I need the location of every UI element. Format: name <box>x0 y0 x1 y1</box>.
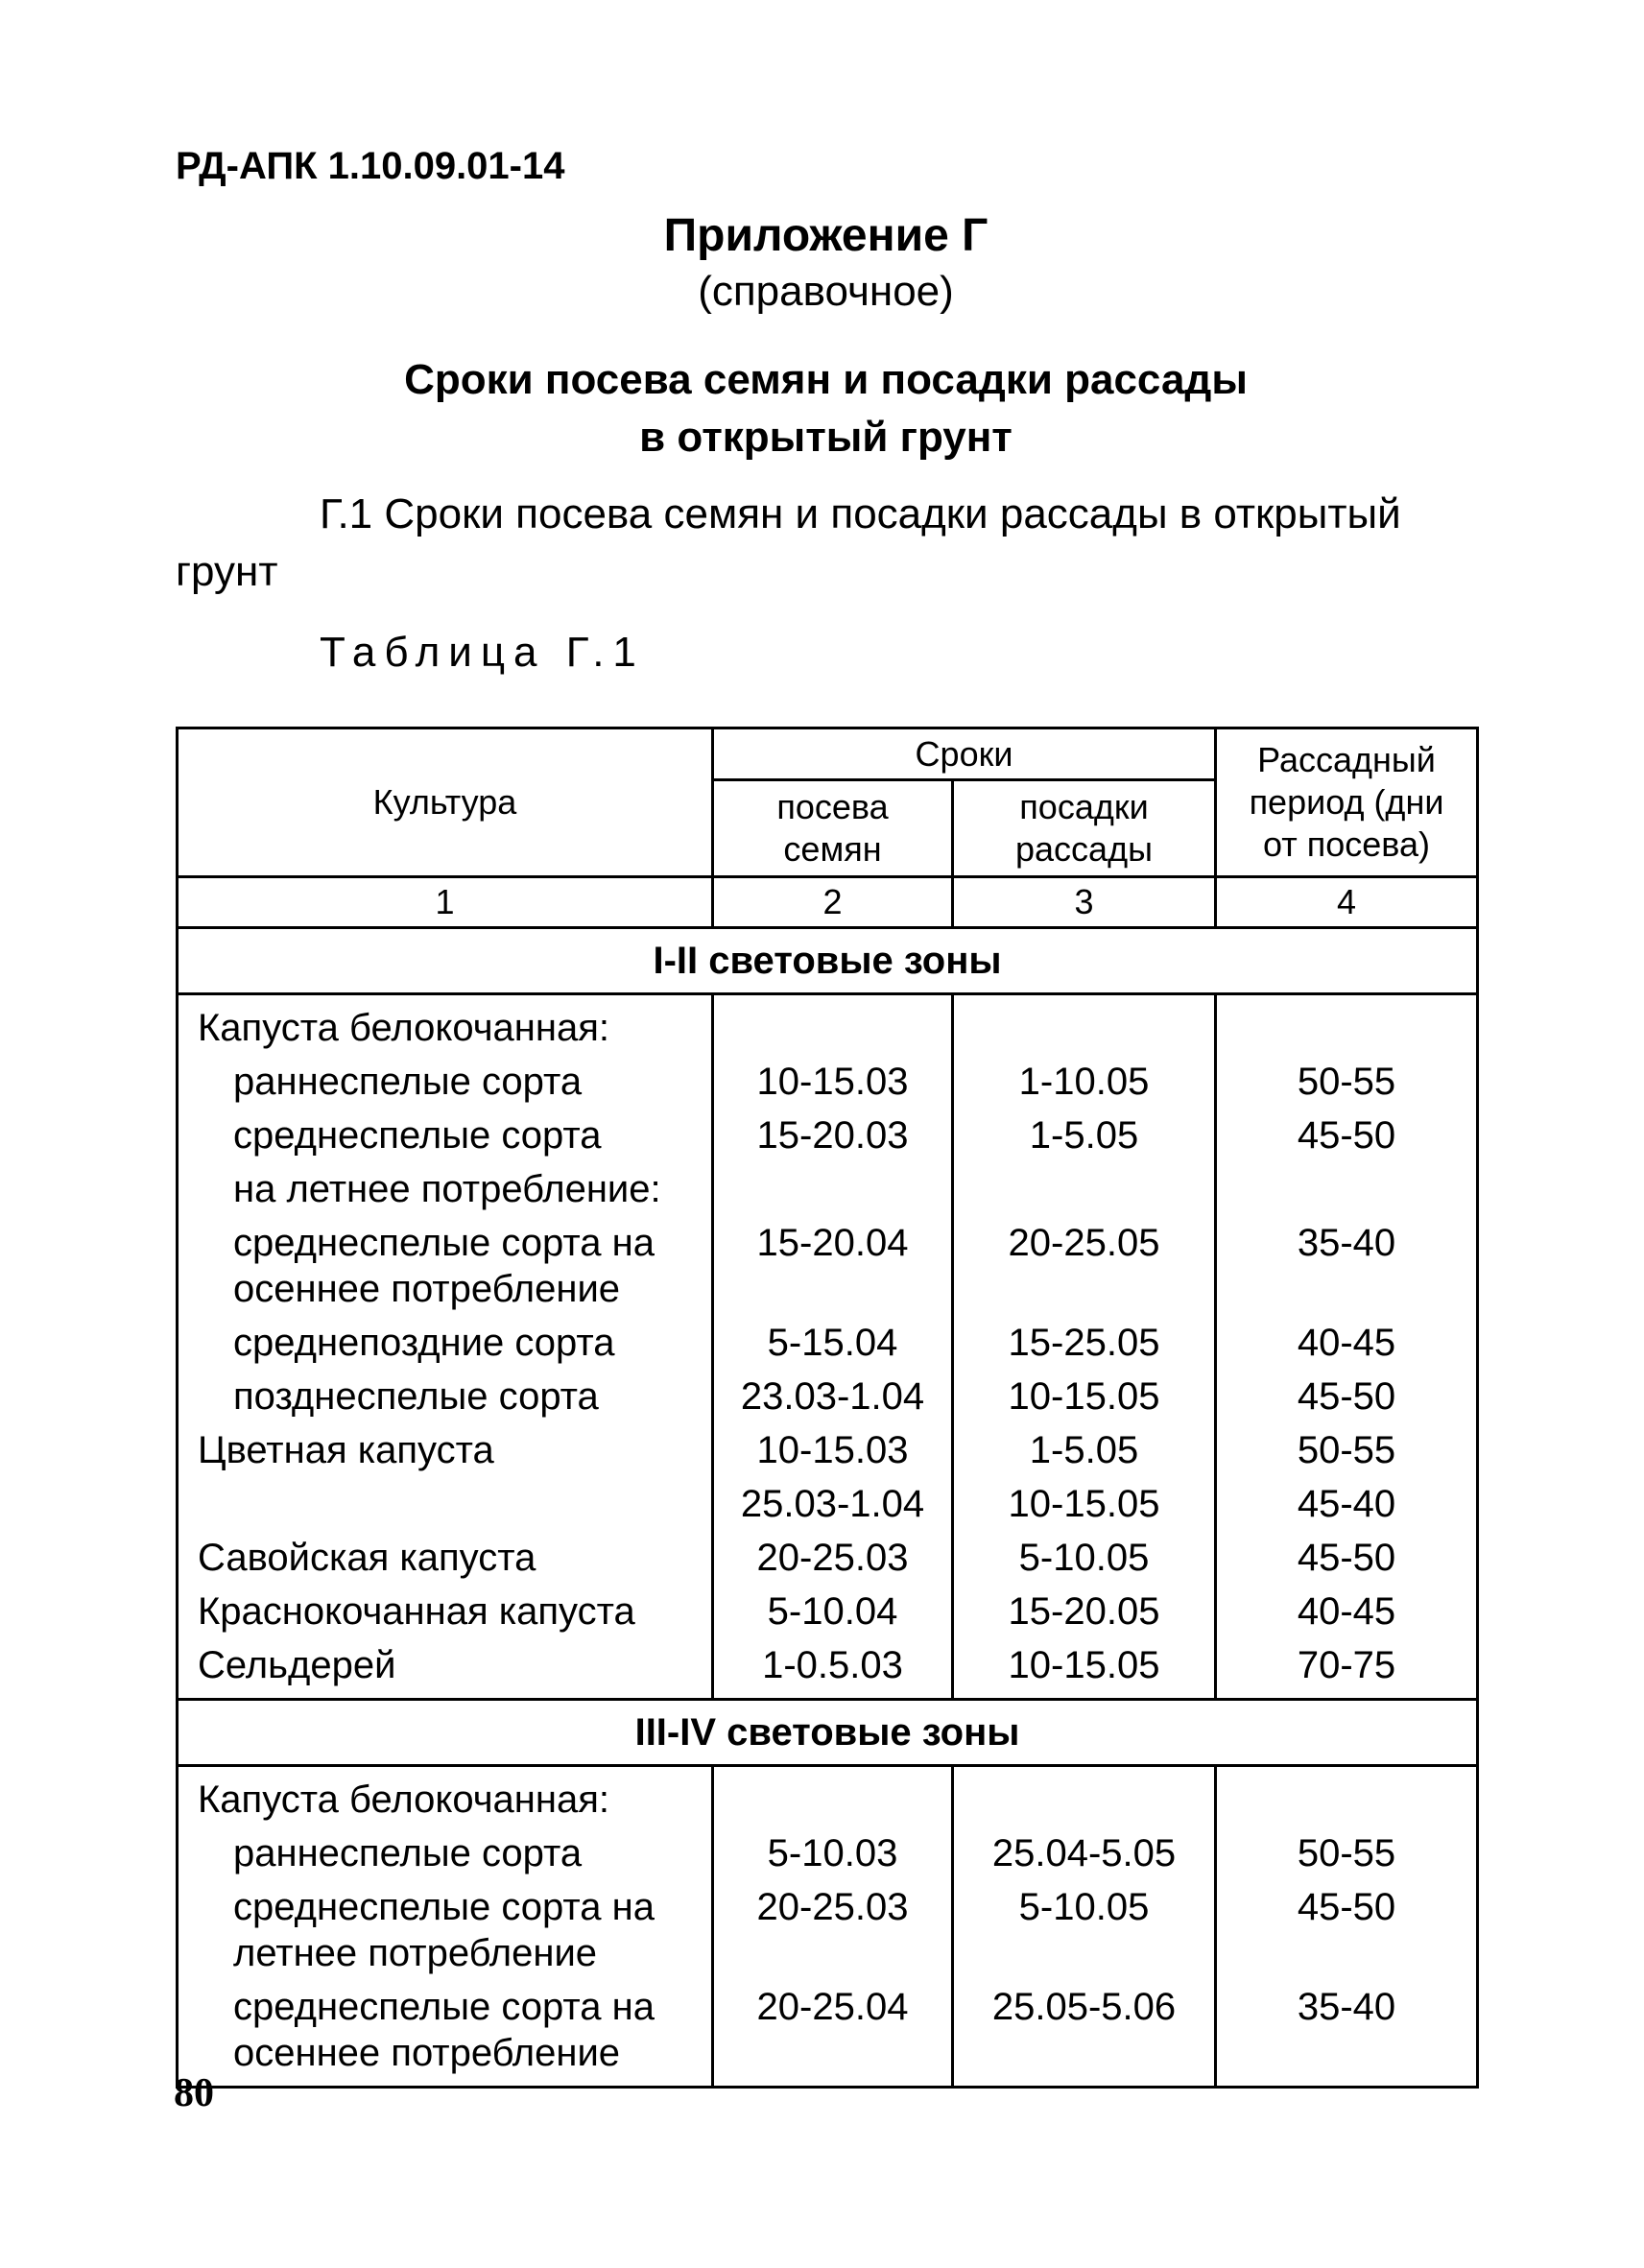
table-caption: Таблица Г.1 <box>320 629 645 676</box>
crop-name <box>179 1316 711 1370</box>
planting-date: 25.05-5.06 <box>991 1986 1177 2028</box>
crop-name <box>179 1585 711 1638</box>
table-header <box>178 728 1478 928</box>
crop-name-line: летнее потребление <box>233 1932 598 1974</box>
seedling-period: 35-40 <box>1297 1222 1396 1264</box>
sowing-date: 23.03-1.04 <box>740 1375 925 1418</box>
planting-date: 1-5.05 <box>1029 1114 1139 1157</box>
planting-date: 5-10.05 <box>1018 1886 1150 1928</box>
planting-date: 1-10.05 <box>1018 1061 1150 1103</box>
sowing-date: 5-15.04 <box>767 1322 898 1364</box>
crop-name-line: Капуста белокочанная: <box>198 1007 610 1049</box>
sowing-date: 10-15.03 <box>756 1061 909 1103</box>
sowing-date: 25.03-1.04 <box>740 1483 925 1525</box>
zone-row <box>178 928 1478 994</box>
crop-column <box>178 1766 713 2088</box>
section-title-line: Сроки посева семян и посадки рассады <box>404 356 1248 403</box>
header-seedling-period <box>1216 728 1478 877</box>
crop-name-line: Краснокочанная капуста <box>198 1590 635 1633</box>
zone-data-row <box>178 1766 1478 2088</box>
sowing-date: 10-15.03 <box>756 1429 909 1471</box>
sowing-date: 20-25.03 <box>756 1537 909 1579</box>
seedling-period: 70-75 <box>1297 1644 1396 1686</box>
header-sowing-line: семян <box>783 829 882 869</box>
crop-name <box>179 1980 711 2080</box>
header-planting <box>953 780 1216 877</box>
seedling-period: 50-55 <box>1297 1832 1396 1874</box>
crop-name <box>179 1880 711 1980</box>
sowing-date: 15-20.03 <box>756 1114 909 1157</box>
page-number: 80 <box>174 2071 214 2115</box>
crop-name-line: среднеспелые сорта <box>233 1114 602 1157</box>
crop-name <box>179 1162 711 1216</box>
column-number: 1 <box>178 877 713 928</box>
zone-title: III-IV световые зоны <box>178 1700 1478 1766</box>
sowing-date: 5-10.03 <box>767 1832 898 1874</box>
seedling-period: 40-45 <box>1297 1322 1396 1364</box>
crop-name <box>179 1216 711 1316</box>
column-number: 3 <box>953 877 1216 928</box>
header-planting-line: посадки <box>1019 787 1149 826</box>
sowing-date: 5-10.04 <box>767 1590 898 1633</box>
column-number: 4 <box>1216 877 1478 928</box>
header-sowing <box>713 780 953 877</box>
seedling-period: 40-45 <box>1297 1590 1396 1633</box>
seedling-period: 45-50 <box>1297 1375 1396 1418</box>
crop-column <box>178 994 713 1700</box>
planting-date: 10-15.05 <box>1008 1375 1160 1418</box>
column-number: 2 <box>713 877 953 928</box>
crop-name <box>179 1826 711 1880</box>
period-column <box>1216 1766 1478 2088</box>
header-seedling-line: Рассадный <box>1257 740 1436 779</box>
planting-date: 1-5.05 <box>1029 1429 1139 1471</box>
planting-date: 25.04-5.05 <box>991 1832 1177 1874</box>
planting-date: 5-10.05 <box>1018 1537 1150 1579</box>
sowing-column <box>713 1766 953 2088</box>
crop-name-line: осеннее потребление <box>233 2032 621 2074</box>
header-seedling-line: от посева) <box>1263 824 1430 864</box>
header-terms: Сроки <box>713 728 1216 780</box>
crop-name-line: раннеспелые сорта <box>233 1061 583 1103</box>
seedling-period: 50-55 <box>1297 1061 1396 1103</box>
seedling-period: 45-50 <box>1297 1114 1396 1157</box>
crop-name <box>179 1638 711 1692</box>
zone-row <box>178 1700 1478 1766</box>
crop-name-line: позднеспелые сорта <box>233 1375 599 1418</box>
table-body <box>178 928 1478 2088</box>
planting-column <box>953 994 1216 1700</box>
crop-name <box>179 1773 711 1826</box>
document-code: РД-АПК 1.10.09.01-14 <box>176 145 565 187</box>
planting-column <box>953 1766 1216 2088</box>
sowing-date: 1-0.5.03 <box>762 1644 903 1686</box>
crop-name <box>179 1423 711 1477</box>
crop-name <box>179 1531 711 1585</box>
planting-date: 10-15.05 <box>1008 1644 1160 1686</box>
subsection-heading: Г.1 Сроки посева семян и посадки рассады в открытый грунт <box>176 490 1401 595</box>
sowing-dates-table <box>176 727 1479 2089</box>
crop-name-line: Капуста белокочанная: <box>198 1779 610 1821</box>
crop-name-line: Савойская капуста <box>198 1537 536 1579</box>
seedling-period: 45-40 <box>1297 1483 1396 1525</box>
sowing-date: 15-20.04 <box>756 1222 909 1264</box>
crop-name <box>179 1370 711 1423</box>
section-title-line: в открытый грунт <box>639 414 1013 461</box>
period-column <box>1216 994 1478 1700</box>
crop-name-line: среднеспелые сорта на <box>233 1986 655 2028</box>
planting-date: 10-15.05 <box>1008 1483 1160 1525</box>
planting-date: 15-25.05 <box>1008 1322 1160 1364</box>
sowing-date: 20-25.03 <box>756 1886 909 1928</box>
crop-name-line: осеннее потребление <box>233 1268 621 1310</box>
zone-title: I-II световые зоны <box>178 928 1478 994</box>
crop-name <box>179 1109 711 1162</box>
zone-data-row <box>178 994 1478 1700</box>
crop-name <box>179 1055 711 1109</box>
header-crop: Культура <box>178 728 713 877</box>
appendix-type: (справочное) <box>698 268 954 315</box>
header-seedling-line: период (дни <box>1249 782 1444 822</box>
planting-date: 15-20.05 <box>1008 1590 1160 1633</box>
crop-name-line: Цветная капуста <box>198 1429 494 1471</box>
seedling-period: 45-50 <box>1297 1886 1396 1928</box>
seedling-period: 35-40 <box>1297 1986 1396 2028</box>
crop-name-line: среднеспелые сорта на <box>233 1222 655 1264</box>
crop-name-line: среднепоздние сорта <box>233 1322 615 1364</box>
section-title <box>176 351 1476 466</box>
crop-name <box>179 1001 711 1055</box>
sowing-date: 20-25.04 <box>756 1986 909 2028</box>
seedling-period: 50-55 <box>1297 1429 1396 1471</box>
header-planting-line: рассады <box>1015 829 1153 869</box>
header-sowing-line: посева <box>776 787 889 826</box>
seedling-period: 45-50 <box>1297 1537 1396 1579</box>
sowing-column <box>713 994 953 1700</box>
crop-name-line: Сельдерей <box>198 1644 396 1686</box>
planting-date: 20-25.05 <box>1008 1222 1160 1264</box>
crop-name-line: на летнее потребление: <box>233 1168 661 1210</box>
crop-name <box>179 1477 711 1531</box>
appendix-title: Приложение Г <box>663 210 989 261</box>
crop-name-line: среднеспелые сорта на <box>233 1886 655 1928</box>
crop-name-line: раннеспелые сорта <box>233 1832 583 1874</box>
